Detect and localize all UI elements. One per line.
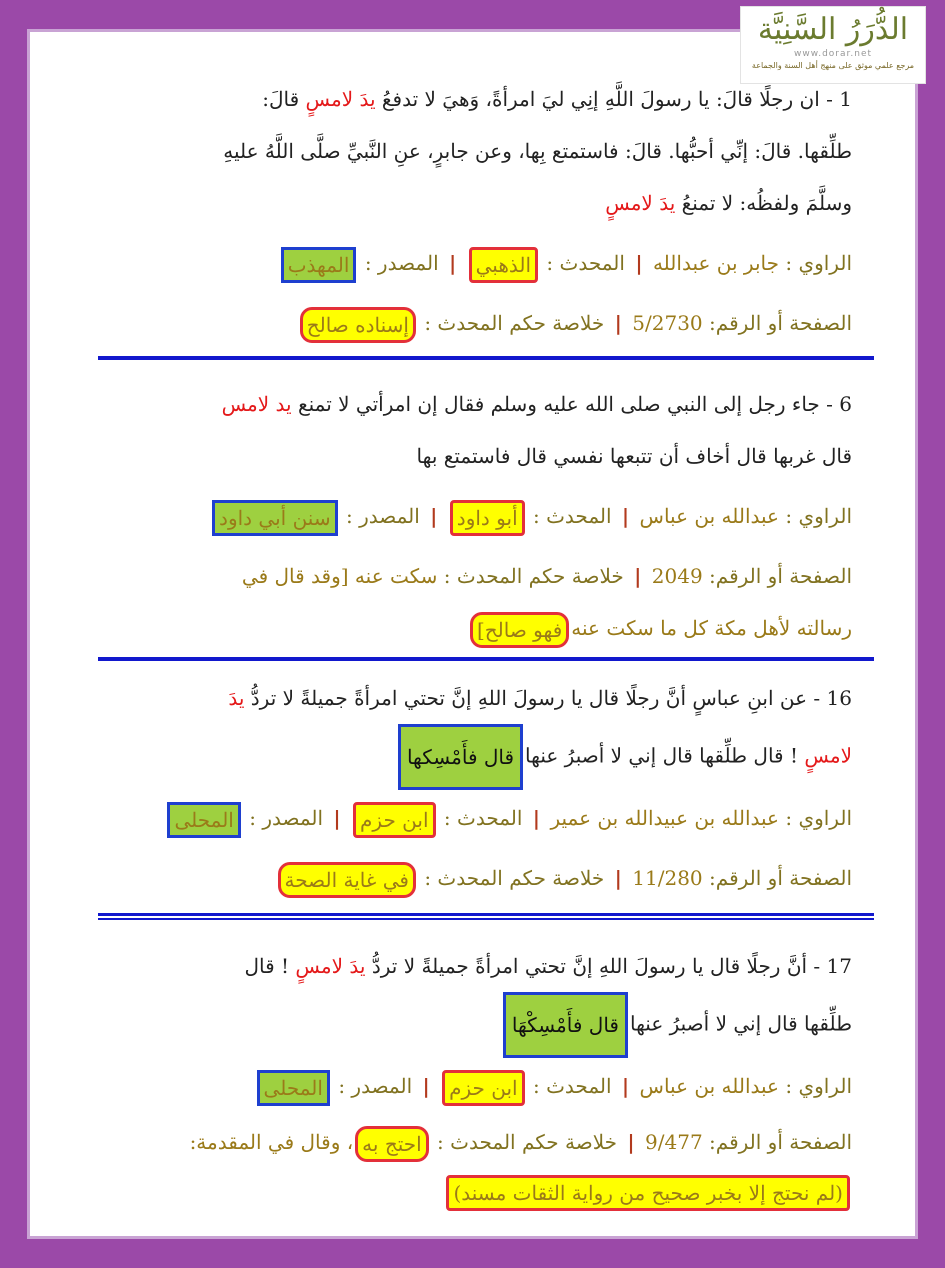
section-divider [98,356,874,360]
narrator-line: الراوي : عبدالله بن عبيدالله بن عمير | المحدث : ابن حزم | المصدر : المحلى [100,792,852,844]
source-label: المصدر : [345,504,420,528]
source-name[interactable]: المهذب [281,247,357,283]
verdict-line: الصفحة أو الرقم: 5/2730 | خلاصة حكم المحدث : إسناده صالح [100,297,852,349]
muhaddith-label: المحدث : [546,251,625,275]
narrator-line: الراوي : عبدالله بن عباس | المحدث : أبو داود | المصدر : سنن أبي داود [100,490,852,542]
highlight-phrase: يد لامس [221,392,292,416]
hadith-entry-1 [100,73,852,349]
highlight-phrase: لامسٍ [804,743,852,768]
page-number: 9/477 [645,1130,703,1154]
highlight-phrase: يدَ لامسٍ [605,191,676,215]
narrator-name[interactable]: عبدالله بن عباس [639,504,779,528]
page-label: الصفحة أو الرقم: [709,866,852,890]
highlight-phrase: يدَ [228,686,245,710]
hadith-entry-4 [100,940,852,1214]
verdict-value: إسناده صالح [300,307,416,343]
logo-url: www.dorar.net [793,49,873,59]
source-name[interactable]: المحلى [167,802,240,838]
narrator-label: الراوي : [785,504,852,528]
verdict-label: خلاصة حكم المحدث : [443,564,624,588]
page-label: الصفحة أو الرقم: [709,1130,852,1154]
verdict-value: سكت عنه [وقد قال في [241,564,438,588]
hadith-entry-2 [100,378,852,654]
key-phrase-box: قال فأَمْسِكْهَا [503,992,628,1058]
source-label: المصدر : [249,806,324,830]
verdict-tail: ، وقال في المقدمة: [189,1130,354,1154]
source-name[interactable]: سنن أبي داود [212,500,338,536]
hadith-text-line: وسلَّمَ ولفظُه: لا تمنعُ يدَ لامسٍ [605,191,852,215]
narrator-name[interactable]: عبدالله بن عباس [639,1074,779,1098]
verdict-quote-line [100,1168,852,1214]
verdict-line-cont [100,602,852,654]
verdict-value: في غاية الصحة [278,862,416,898]
source-name[interactable]: المحلى [257,1070,330,1106]
hadith-text-line: لامسٍ ! قال طلِّقها قال إني لا أصبرُ عنهاقال فأَمْسِكها [100,724,852,786]
hadith-text-line: 17 - أنَّ رجلًا قال يا رسولَ اللهِ إنَّ تحتي امرأةً جميلةً لا تردُّ يدَ لامسٍ ! قال [244,954,852,978]
section-divider [98,657,874,661]
muhaddith-label: المحدث : [443,806,523,830]
hadith-entry-3 [100,672,852,904]
page-label: الصفحة أو الرقم: [709,311,852,335]
verdict-line: الصفحة أو الرقم: 2049 | خلاصة حكم المحدث : سكت عنه [وقد قال في [241,564,852,588]
muhaddith-label: المحدث : [532,1074,612,1098]
muhaddith-label: المحدث : [532,504,612,528]
verdict-label: خلاصة حكم المحدث : [437,1130,618,1154]
verdict-value-cont: رسالته لأهل مكة كل ما سكت عنه [571,616,852,640]
source-label: المصدر : [338,1074,413,1098]
muhaddith-name[interactable]: الذهبي [469,247,538,283]
narrator-label: الراوي : [785,806,852,830]
logo-tagline: مرجع علمي موثق على منهج أهل السنة والجماعة [751,61,915,70]
verdict-line: الصفحة أو الرقم: 9/477 | خلاصة حكم المحدث : احتج به، وقال في المقدمة: [100,1116,852,1168]
hadith-text-line: قال غربها قال أخاف أن تتبعها نفسي قال فاستمتع بها [416,444,852,468]
narrator-line: الراوي : عبدالله بن عباس | المحدث : ابن حزم | المصدر : المحلى [100,1060,852,1112]
hadith-text-line: 6 - جاء رجل إلى النبي صلى الله عليه وسلم فقال إن امرأتي لا تمنع يد لامس [221,392,852,416]
page-number: 2049 [651,564,703,588]
highlight-phrase: يدَ لامسٍ [305,87,376,111]
narrator-name[interactable]: عبدالله بن عبيدالله بن عمير [550,806,779,830]
narrator-label: الراوي : [785,251,852,275]
verdict-highlight: فهو صالح] [470,612,569,648]
verdict-label: خلاصة حكم المحدث : [424,311,605,335]
muhaddith-name[interactable]: ابن حزم [442,1070,525,1106]
logo-title: الدُّرَرُ السَّنِيَّة [757,12,909,47]
page-number: 11/280 [632,866,703,890]
highlight-phrase: يدَ لامسٍ [295,954,366,978]
section-divider-double [98,913,874,920]
muhaddith-name[interactable]: أبو داود [450,500,525,536]
hadith-text-line: طلِّقها قال إني لا أصبرُ عنهاقال فأَمْسِكْهَا [100,992,852,1054]
page-number: 5/2730 [632,311,703,335]
source-label: المصدر : [364,251,439,275]
narrator-line: الراوي : جابر بن عبدالله | المحدث : الذهبي | المصدر : المهذب [100,237,852,289]
verdict-quote: (لم نحتج إلا بخبر صحيح من رواية الثقات مسند) [446,1175,850,1211]
narrator-label: الراوي : [785,1074,852,1098]
hadith-text-line: 1 - ان رجلًا قالَ: يا رسولَ اللَّهِ إنِي ليَ امرأةً، وَهيَ لا تدفعُ يدَ لامسٍ قالَ: [262,87,852,111]
verdict-value: احتج به [355,1126,429,1162]
verdict-line: الصفحة أو الرقم: 11/280 | خلاصة حكم المحدث : في غاية الصحة [100,852,852,904]
key-phrase-box: قال فأَمْسِكها [398,724,523,790]
verdict-label: خلاصة حكم المحدث : [424,866,605,890]
hadith-text-line: طلِّقها. قالَ: إنِّي أحبُّها. قالَ: فاستمتع بِها، وعن جابرٍ، عنِ النَّبيِّ صلَّى اللَّهُ عليهِ [223,139,852,163]
muhaddith-name[interactable]: ابن حزم [353,802,436,838]
hadith-text-line: 16 - عن ابنِ عباسٍ أنَّ رجلًا قال يا رسولَ اللهِ إنَّ تحتي امرأةً جميلةً لا تردُّ يدَ [228,686,852,710]
narrator-name[interactable]: جابر بن عبدالله [652,251,779,275]
page-label: الصفحة أو الرقم: [709,564,852,588]
